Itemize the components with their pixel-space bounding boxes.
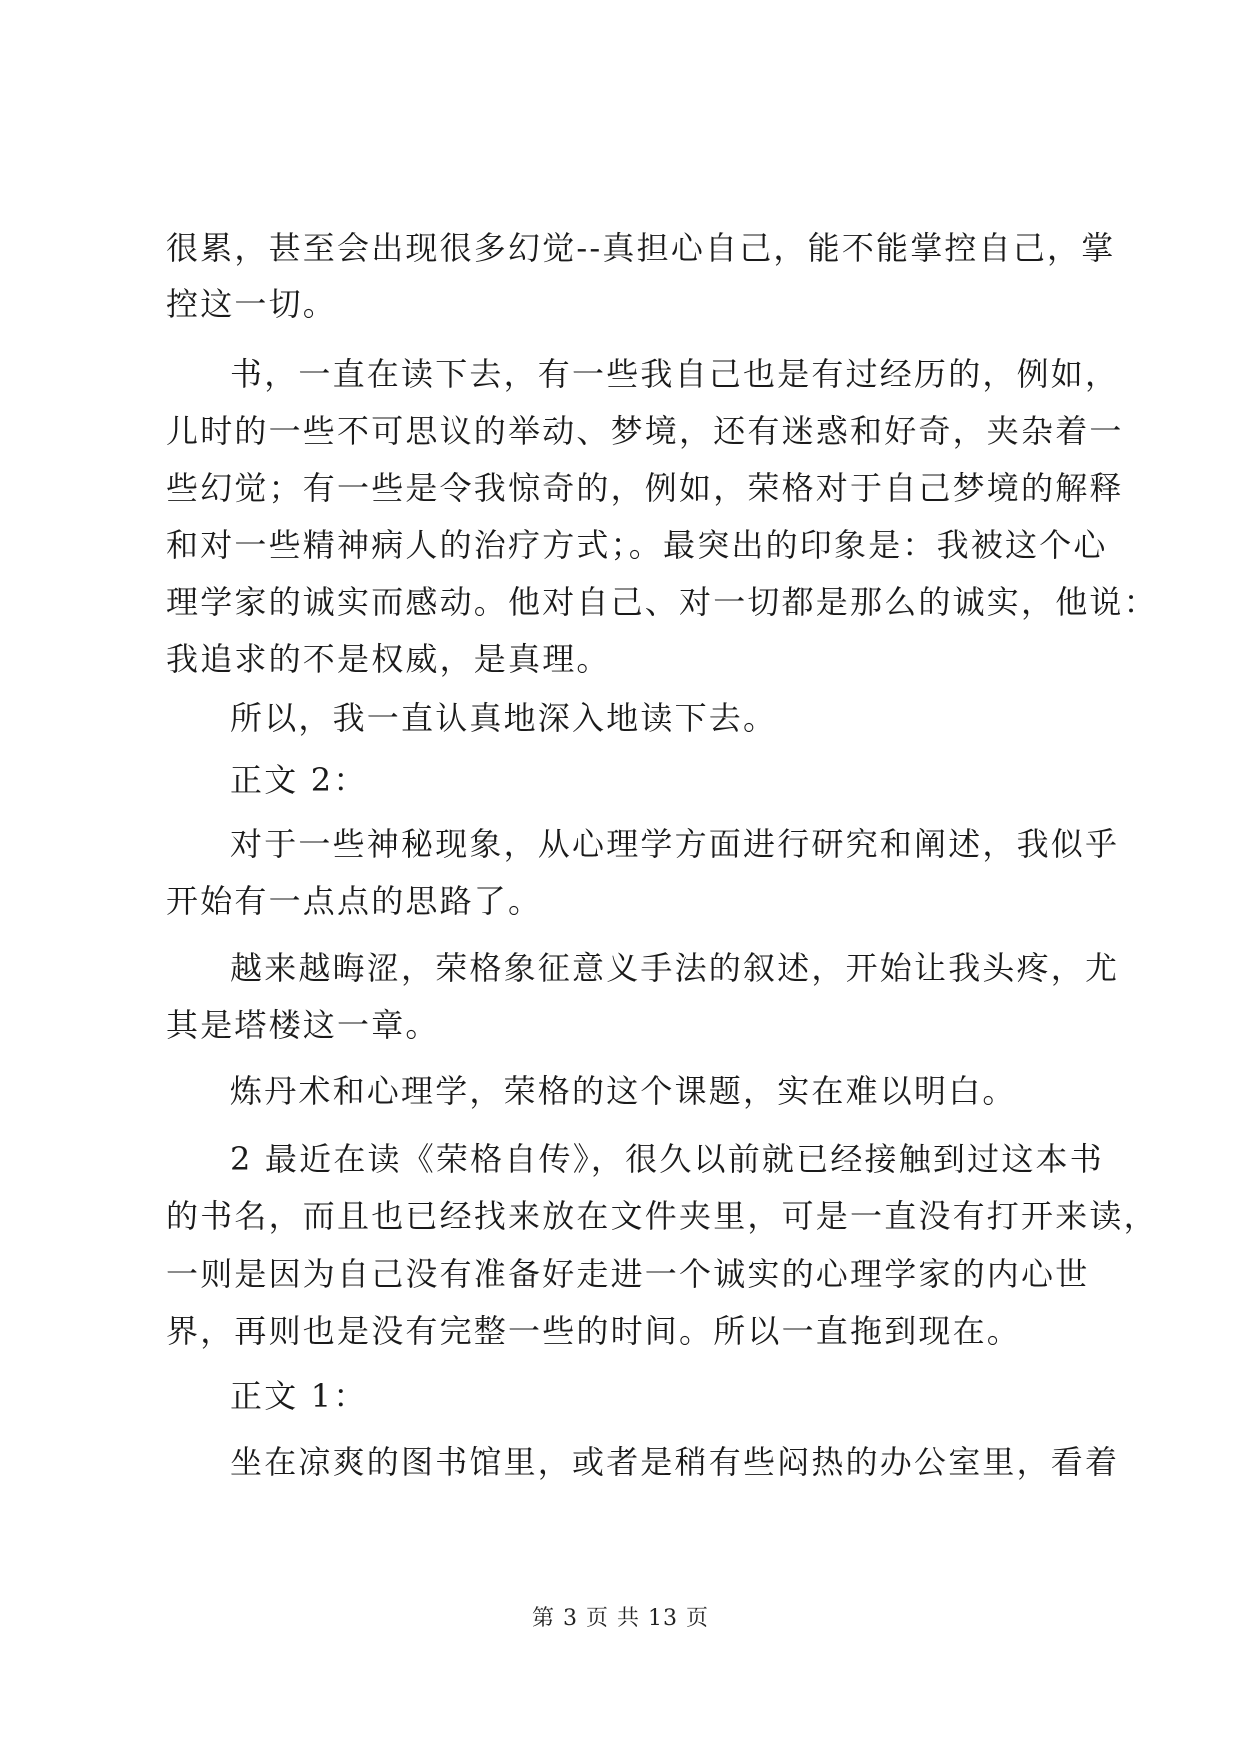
text-line: 一则是因为自己没有准备好走进一个诚实的心理学家的内心世 [166, 1255, 1090, 1293]
text-line: 的书名，而且也已经找来放在文件夹里，可是一直没有打开来读， [166, 1197, 1158, 1235]
text-line: 其是塔楼这一章。 [166, 1006, 440, 1044]
text-line: 理学家的诚实而感动。他对自己、对一切都是那么的诚实，他说： [166, 583, 1158, 621]
paragraph-start: 越来越晦涩，荣格象征意义手法的叙述，开始让我头疼，尤 [230, 949, 1120, 987]
paragraph-start: 所以，我一直认真地深入地读下去。 [230, 699, 778, 737]
section-heading: 正文 1： [230, 1377, 368, 1415]
paragraph-start: 对于一些神秘现象，从心理学方面进行研究和阐述，我似乎 [230, 825, 1120, 863]
text-line: 我追求的不是权威，是真理。 [166, 640, 611, 678]
section-heading: 正文 2： [230, 761, 368, 799]
text-line: 儿时的一些不可思议的举动、梦境，还有迷惑和好奇，夹杂着一 [166, 412, 1124, 450]
paragraph-start: 坐在凉爽的图书馆里，或者是稍有些闷热的办公室里，看着 [230, 1443, 1120, 1481]
text-line: 和对一些精神病人的治疗方式；。最突出的印象是：我被这个心 [166, 526, 1108, 564]
text-line: 开始有一点点的思路了。 [166, 882, 543, 920]
paragraph-start: 2 最近在读《荣格自传》，很久以前就已经接触到过这本书 [230, 1140, 1104, 1178]
text-line: 控这一切。 [166, 285, 338, 323]
paragraph-start: 书，一直在读下去，有一些我自己也是有过经历的，例如， [230, 355, 1120, 393]
text-line: 很累，甚至会出现很多幻觉--真担心自己，能不能掌控自己，掌 [166, 229, 1116, 267]
paragraph-start: 炼丹术和心理学，荣格的这个课题，实在难以明白。 [230, 1072, 1017, 1110]
text-line: 界，再则也是没有完整一些的时间。所以一直拖到现在。 [166, 1312, 1022, 1350]
text-line: 些幻觉；有一些是令我惊奇的，例如，荣格对于自己梦境的解释 [166, 469, 1124, 507]
page-number-footer: 第 3 页 共 13 页 [532, 1606, 709, 1631]
